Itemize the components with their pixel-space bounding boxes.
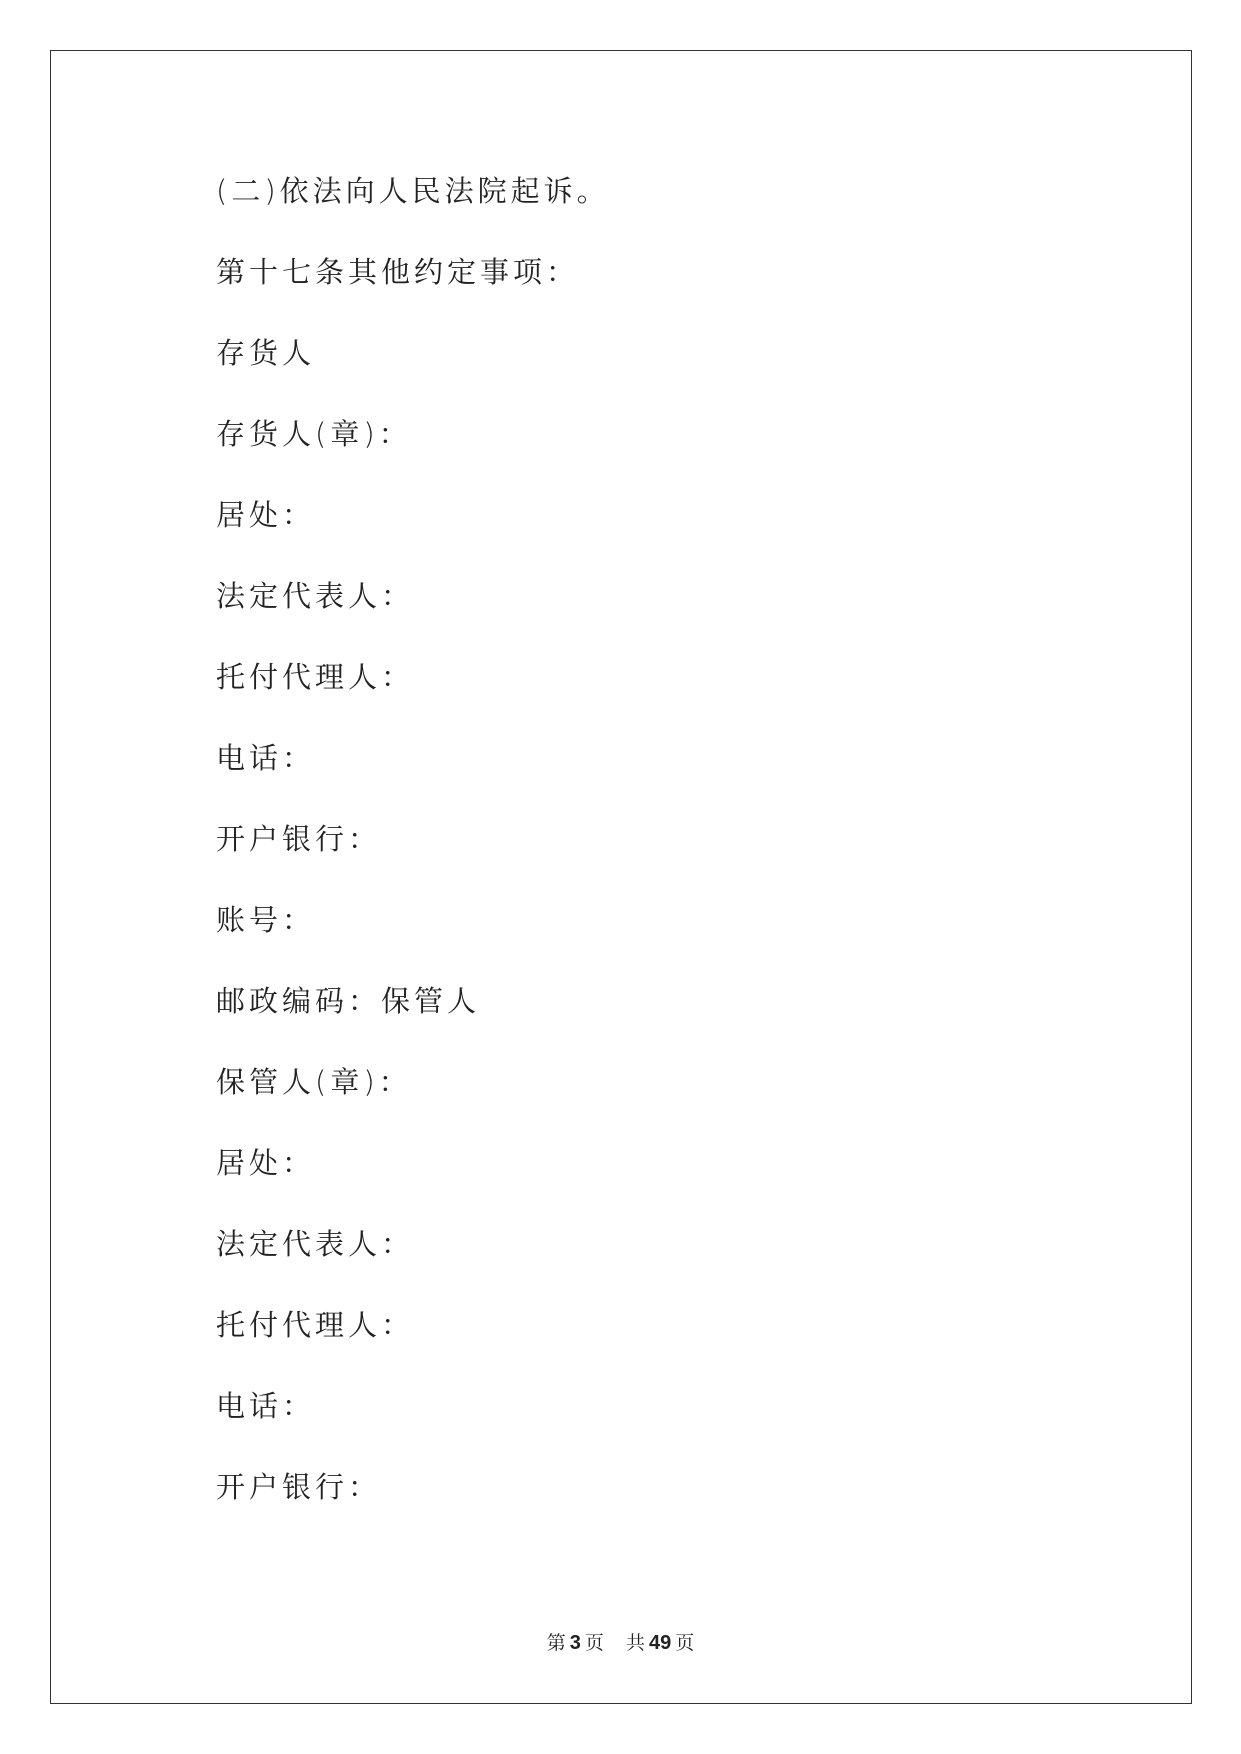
total-suffix: 页 xyxy=(675,1632,695,1654)
text-line: 存货人(章)： xyxy=(216,417,412,451)
text-line: 托付代理人： xyxy=(216,1308,415,1342)
text-line: 电话： xyxy=(216,741,316,775)
text-line: 法定代表人： xyxy=(216,1227,415,1261)
total-page-count: 49 xyxy=(648,1632,672,1654)
total-prefix: 共 xyxy=(625,1632,645,1654)
text-line: 存货人 xyxy=(216,336,316,370)
text-line: 开户银行： xyxy=(216,822,382,856)
document-body xyxy=(216,165,610,1542)
page-suffix: 页 xyxy=(584,1632,604,1654)
text-line: 电话： xyxy=(216,1389,316,1423)
text-line: 居处： xyxy=(216,498,316,532)
text-line: 邮政编码：保管人 xyxy=(216,984,481,1018)
text-line: 居处： xyxy=(216,1146,316,1180)
page-prefix: 第 xyxy=(546,1632,566,1654)
current-page-number: 3 xyxy=(569,1632,581,1654)
text-line: (二)依法向人民法院起诉。 xyxy=(216,174,610,208)
text-line: 托付代理人： xyxy=(216,660,415,694)
text-line: 开户银行： xyxy=(216,1470,382,1504)
text-line: 保管人(章)： xyxy=(216,1065,412,1099)
text-line: 账号： xyxy=(216,903,316,937)
text-line: 法定代表人： xyxy=(216,579,415,613)
page-footer xyxy=(0,1628,1241,1655)
text-line: 第十七条其他约定事项： xyxy=(216,255,580,289)
